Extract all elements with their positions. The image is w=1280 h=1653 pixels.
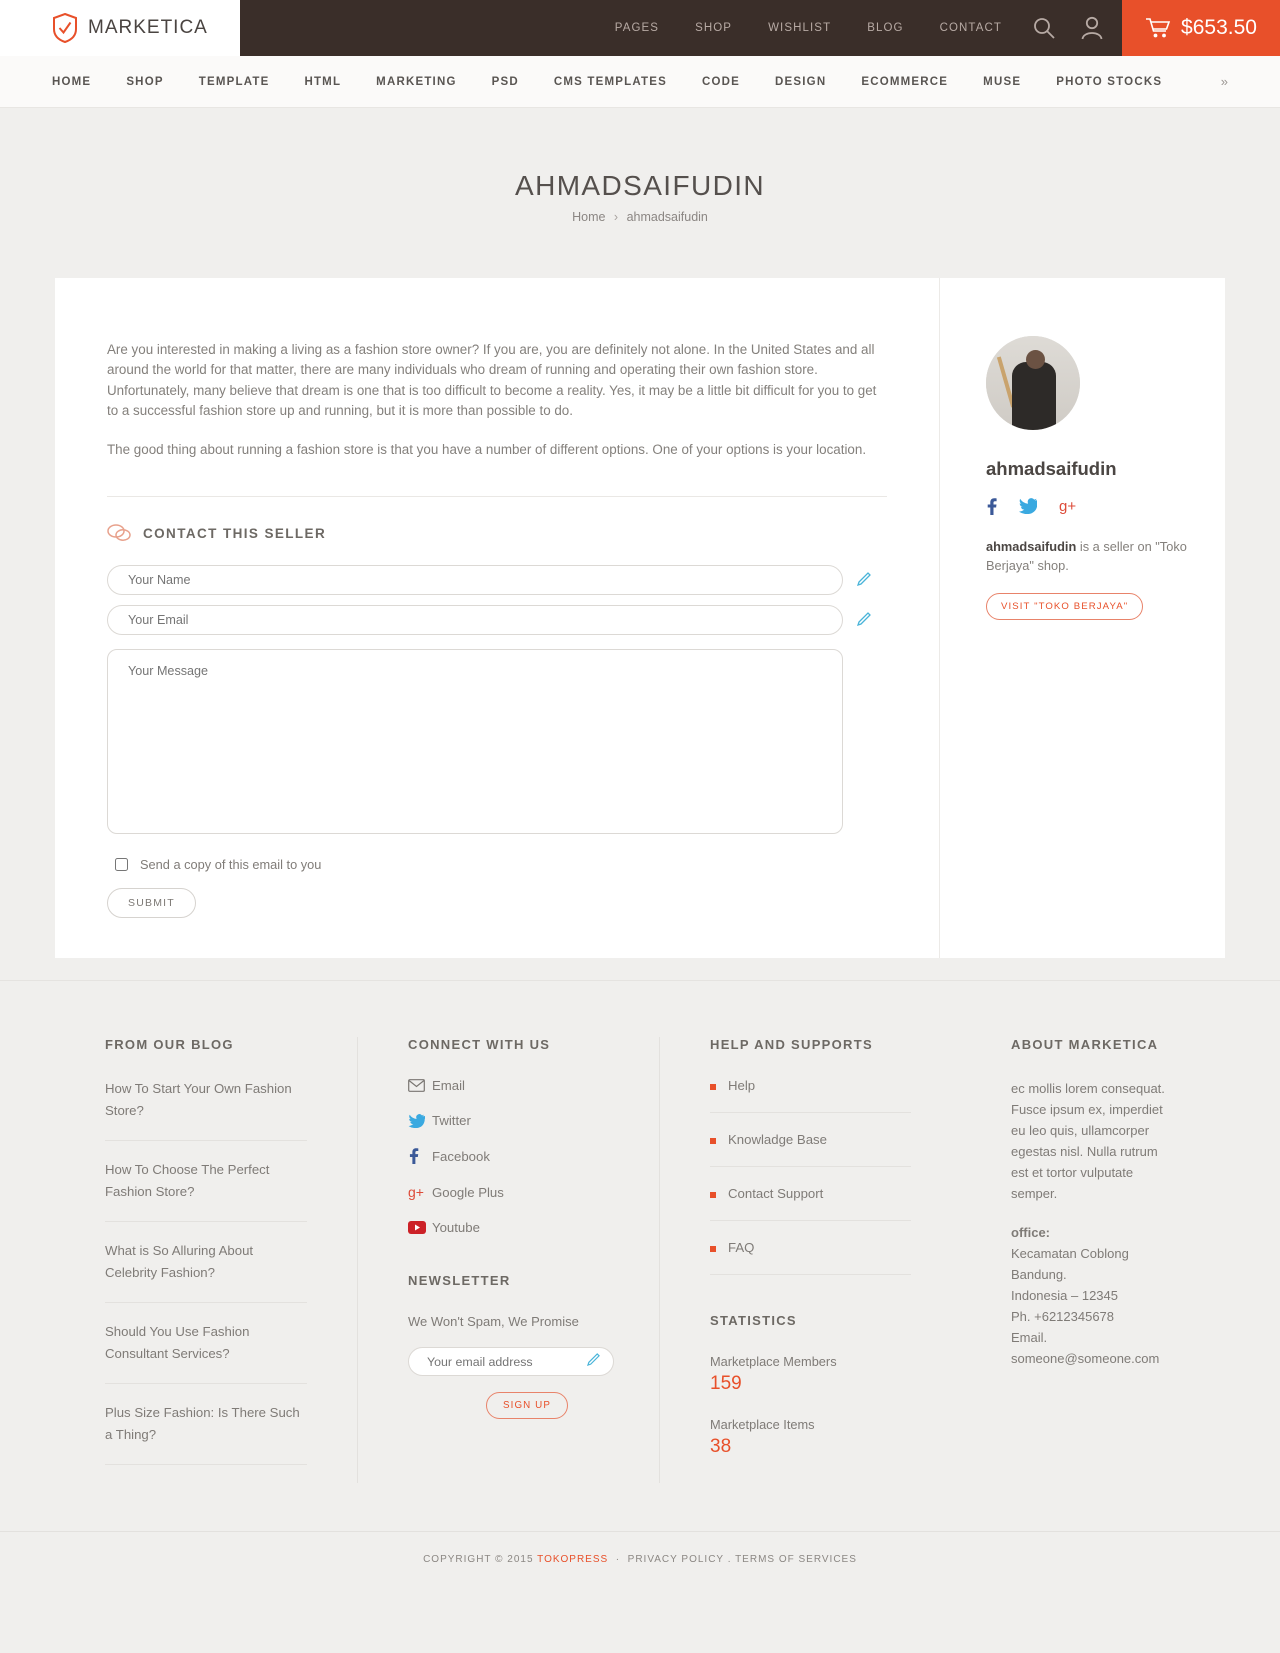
nav-item-code[interactable]: CODE xyxy=(702,75,741,88)
pencil-icon xyxy=(857,612,871,626)
footer-blog-column xyxy=(55,1037,357,1483)
email-input[interactable] xyxy=(107,605,843,635)
main-nav xyxy=(0,56,1280,108)
shield-check-icon xyxy=(52,13,78,43)
footer-social-twitter[interactable] xyxy=(408,1113,609,1128)
top-nav-wishlist[interactable]: WISHLIST xyxy=(768,22,832,34)
footer-newsletter-note: We Won't Spam, We Promise xyxy=(408,1314,579,1329)
submit-button[interactable]: SUBMIT xyxy=(107,888,196,918)
footer-office-label: office: xyxy=(1011,1225,1050,1240)
footer-help-label: Knowladge Base xyxy=(728,1132,827,1147)
cart-total: $653.50 xyxy=(1181,16,1257,39)
breadcrumb-separator: › xyxy=(613,210,619,224)
footer-help-link[interactable] xyxy=(710,1132,911,1167)
cart-button[interactable] xyxy=(1122,0,1280,56)
footer-social-label: Twitter xyxy=(432,1113,471,1128)
top-nav-shop[interactable]: SHOP xyxy=(695,22,733,34)
user-icon[interactable] xyxy=(1068,0,1116,56)
pencil-icon xyxy=(857,572,871,586)
top-nav xyxy=(240,0,1122,56)
seller-description xyxy=(986,537,1191,575)
envelope-icon xyxy=(408,1079,432,1092)
footer-blog-link[interactable]: Should You Use Fashion Consultant Services? xyxy=(105,1321,307,1384)
bullet-square-icon xyxy=(710,1138,716,1144)
bullet-square-icon xyxy=(710,1192,716,1198)
contact-seller-title: CONTACT THIS SELLER xyxy=(143,525,327,541)
seller-name: ahmadsaifudin xyxy=(986,458,1117,479)
send-copy-label[interactable]: Send a copy of this email to you xyxy=(140,857,322,873)
seller-card xyxy=(55,278,1225,958)
footer-social-facebook[interactable] xyxy=(408,1148,609,1164)
bio-paragraph-2: The good thing about running a fashion store is that you have a number of different options. One of your options is your location. xyxy=(107,441,867,457)
facebook-icon xyxy=(408,1148,432,1164)
seller-sidebar xyxy=(939,278,1225,958)
footer-blog-title: FROM OUR BLOG xyxy=(105,1037,234,1052)
footer-blog-link[interactable]: What is So Alluring About Celebrity Fashion? xyxy=(105,1240,307,1303)
chevron-double-down-icon[interactable]: » xyxy=(1220,74,1228,89)
nav-item-home[interactable]: HOME xyxy=(52,75,92,88)
footer-help-link[interactable] xyxy=(710,1240,911,1275)
svg-text:g+: g+ xyxy=(1059,498,1077,514)
google-plus-icon xyxy=(408,1184,432,1200)
footer-columns xyxy=(55,1037,1225,1483)
footer-help-label: Help xyxy=(728,1078,756,1093)
bio-paragraph-1: Are you interested in making a living as a fashion store owner? If you are, you are definitely not alone. In the United States and all around the world for that matter, there are many individuals who dream of running and operating their own fashion store. Unfortunately, many believe that dream is one that is too difficult to become a reality. Yes, it may be a little bit difficult for you to get to a successful fashion store up and running, but it is more than possible to do. xyxy=(107,342,877,419)
newsletter-signup-button[interactable]: SIGN UP xyxy=(486,1392,568,1419)
svg-text:g+: g+ xyxy=(408,1184,424,1200)
nav-item-template[interactable]: TEMPLATE xyxy=(198,75,270,88)
nav-item-shop[interactable]: SHOP xyxy=(126,75,164,88)
top-nav-blog[interactable]: BLOG xyxy=(867,22,904,34)
footer-about-title: ABOUT MARKETICA xyxy=(1011,1037,1159,1052)
stat-value-items: 38 xyxy=(710,1436,732,1457)
name-input[interactable] xyxy=(107,565,843,595)
nav-item-cms-templates[interactable]: CMS TEMPLATES xyxy=(553,75,667,88)
footer-about-column xyxy=(961,1037,1225,1483)
google-plus-icon[interactable] xyxy=(1059,498,1079,515)
seller-description-name: ahmadsaifudin xyxy=(986,539,1077,554)
breadcrumb-current: ahmadsaifudin xyxy=(626,210,708,224)
footer-help-link[interactable] xyxy=(710,1186,911,1221)
message-input[interactable] xyxy=(107,649,843,834)
nav-item-html[interactable]: HTML xyxy=(304,75,342,88)
top-bar xyxy=(0,0,1280,56)
cart-icon xyxy=(1145,17,1171,39)
name-field-wrap xyxy=(107,565,887,595)
bullet-square-icon xyxy=(710,1084,716,1090)
seller-bio xyxy=(107,340,887,460)
footer-office-line: Email. someone@someone.com xyxy=(1011,1330,1160,1366)
send-copy-row xyxy=(107,857,887,872)
copyright-links[interactable]: PRIVACY POLICY . TERMS OF SERVICES xyxy=(627,1554,857,1565)
twitter-icon xyxy=(408,1114,432,1128)
footer-social-youtube[interactable] xyxy=(408,1220,609,1235)
footer-help-link[interactable] xyxy=(710,1078,911,1113)
site-logo-text: MARKETICA xyxy=(88,17,208,38)
seller-description-rest: is a seller on "Toko Berjaya" shop. xyxy=(986,539,1187,573)
footer-social-label: Google Plus xyxy=(432,1184,504,1200)
footer-office-line: Indonesia – 12345 xyxy=(1011,1288,1118,1303)
nav-item-muse[interactable]: MUSE xyxy=(983,75,1022,88)
footer-help-label: FAQ xyxy=(728,1240,755,1255)
nav-item-ecommerce[interactable]: ECOMMERCE xyxy=(861,75,949,88)
content-wrapper xyxy=(55,278,1225,958)
footer-office-line: Bandung. xyxy=(1011,1267,1067,1282)
footer-about-paragraph: ec mollis lorem consequat. Fusce ipsum ex, imperdiet eu leo quis, ullamcorper egestas nisl. Nulla rutrum est et tortor vulputate semper. xyxy=(1011,1081,1165,1201)
footer-social-label: Facebook xyxy=(432,1148,490,1164)
footer-connect-column xyxy=(357,1037,659,1483)
footer-statistics-title: STATISTICS xyxy=(710,1313,797,1328)
footer-connect-title: CONNECT WITH US xyxy=(408,1037,551,1052)
twitter-icon[interactable] xyxy=(1019,498,1037,515)
copyright-prefix: COPYRIGHT © 2015 xyxy=(423,1554,534,1565)
footer-office-line: Ph. +6212345678 xyxy=(1011,1309,1115,1324)
top-nav-contact[interactable]: CONTACT xyxy=(939,22,1002,34)
footer-social-email[interactable] xyxy=(408,1078,609,1093)
stat-value-members: 159 xyxy=(710,1373,742,1394)
send-copy-checkbox[interactable] xyxy=(115,858,128,871)
footer-help-label: Contact Support xyxy=(728,1186,824,1201)
stat-label-items: Marketplace Items xyxy=(710,1417,815,1432)
footer-office-line: Kecamatan Coblong xyxy=(1011,1246,1129,1261)
top-icon-group xyxy=(1020,0,1116,56)
footer-social-google-plus[interactable] xyxy=(408,1184,609,1200)
youtube-icon xyxy=(408,1221,432,1234)
facebook-icon[interactable] xyxy=(986,498,997,515)
footer-blog-link[interactable]: How To Choose The Perfect Fashion Store? xyxy=(105,1159,307,1222)
page-header xyxy=(0,108,1280,278)
email-field-wrap xyxy=(107,605,887,635)
search-icon[interactable] xyxy=(1020,0,1068,56)
site-logo[interactable] xyxy=(0,0,240,56)
copyright-brand[interactable]: TOKOPRESS xyxy=(537,1554,609,1565)
newsletter-field-wrap xyxy=(408,1347,614,1376)
visit-shop-button[interactable]: VISIT "TOKO BERJAYA" xyxy=(986,593,1143,620)
nav-item-photo-stocks[interactable]: PHOTO STOCKS xyxy=(1056,75,1163,88)
footer-help-title: HELP AND SUPPORTS xyxy=(710,1037,873,1052)
page-title: AHMADSAIFUDIN xyxy=(515,170,765,201)
footer xyxy=(0,980,1280,1591)
nav-item-marketing[interactable]: MARKETING xyxy=(376,75,457,88)
seller-main-column xyxy=(55,278,939,958)
footer-help-column xyxy=(659,1037,961,1483)
footer-blog-link[interactable]: How To Start Your Own Fashion Store? xyxy=(105,1078,307,1141)
nav-item-design[interactable]: DESIGN xyxy=(775,75,827,88)
avatar xyxy=(986,336,1080,430)
bullet-square-icon xyxy=(710,1246,716,1252)
breadcrumb xyxy=(0,210,1280,224)
pencil-icon xyxy=(587,1353,600,1366)
newsletter-email-input[interactable] xyxy=(408,1347,614,1376)
copyright-bar: COPYRIGHT © 2015 TOKOPRESS · PRIVACY POLICY . TERMS OF SERVICES xyxy=(0,1531,1280,1591)
footer-social-label: Email xyxy=(432,1078,465,1093)
seller-socials xyxy=(986,498,1191,515)
footer-blog-link[interactable]: Plus Size Fashion: Is There Such a Thing? xyxy=(105,1402,307,1465)
footer-social-label: Youtube xyxy=(432,1220,480,1235)
nav-item-psd[interactable]: PSD xyxy=(491,75,519,88)
chat-bubbles-icon xyxy=(107,523,131,543)
top-nav-pages[interactable]: PAGES xyxy=(614,22,660,34)
breadcrumb-home[interactable]: Home xyxy=(572,210,606,224)
contact-seller-header xyxy=(107,523,887,543)
footer-newsletter-title: NEWSLETTER xyxy=(408,1273,511,1288)
divider xyxy=(107,496,887,497)
stat-label-members: Marketplace Members xyxy=(710,1354,837,1369)
